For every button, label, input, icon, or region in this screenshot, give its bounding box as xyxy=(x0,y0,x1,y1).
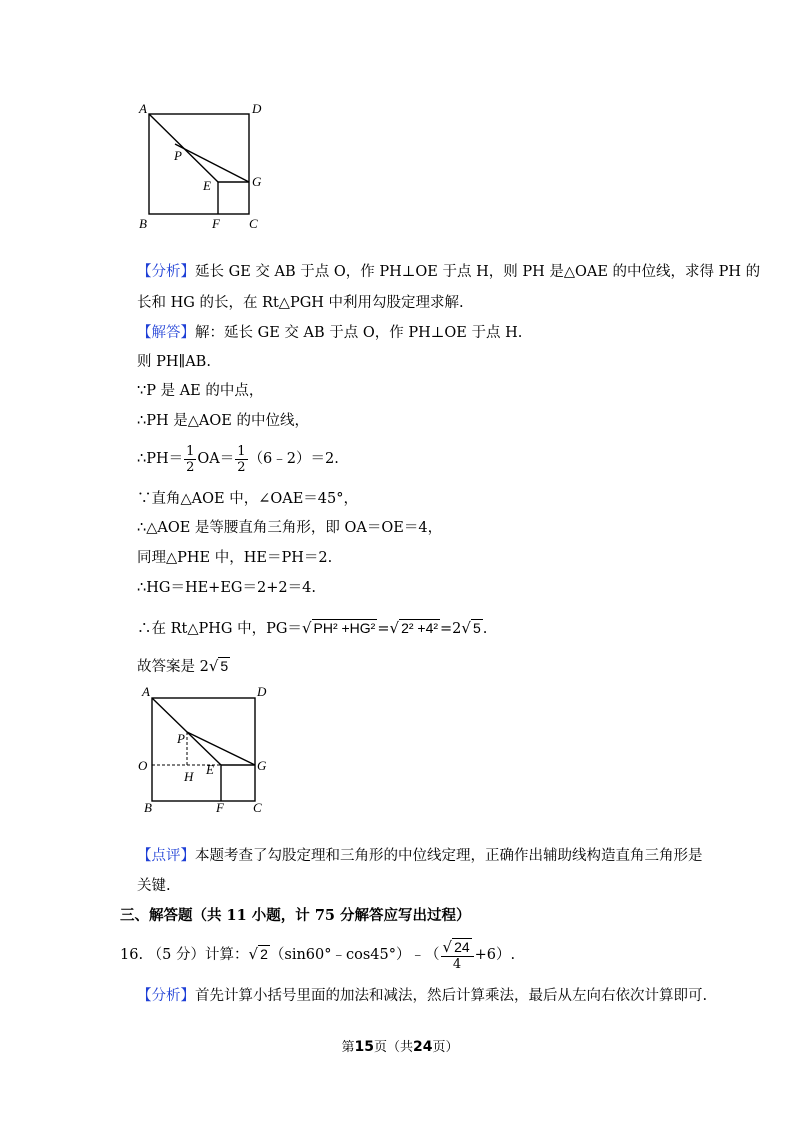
frac-den: 2 xyxy=(237,459,246,475)
segment-pg xyxy=(187,732,255,765)
solution-tag: 【解答】 xyxy=(137,325,195,341)
comment-line-2: 关键. xyxy=(137,878,171,894)
q16-analysis-text: 首先计算小括号里面的加法和减法，然后计算乘法，最后从左向右依次计算即可. xyxy=(195,988,708,1004)
q16-fraction xyxy=(441,938,474,972)
radical-sign-icon: √ xyxy=(248,945,259,963)
solution-step-8: ∴HG＝HE+EG＝2+2＝4. xyxy=(137,580,316,596)
label-b: B xyxy=(139,216,147,231)
step4-pre: ∴PH＝ xyxy=(137,451,184,467)
q16-analysis-line xyxy=(137,986,707,1006)
label-d: D xyxy=(257,684,267,699)
radicand-1: PH² +HG² xyxy=(313,620,376,636)
label-g: G xyxy=(257,758,267,773)
radicand-3: 5 xyxy=(472,620,481,636)
label-c: C xyxy=(253,800,262,815)
total-pages: 24 xyxy=(413,1039,433,1055)
analysis-line-1 xyxy=(137,262,760,282)
label-a: A xyxy=(139,101,147,116)
q16-post: +6）. xyxy=(474,947,516,963)
q16-frac-radicand: 24 xyxy=(454,939,470,955)
step9-eq: = xyxy=(377,621,390,637)
page-number: 15 xyxy=(354,1039,374,1055)
radical-sign-icon: √ xyxy=(208,657,219,675)
page-footer xyxy=(0,1036,800,1055)
step9-pre: ∴在 Rt△PHG 中，PG＝ xyxy=(137,621,302,637)
radical-sign-icon: √ xyxy=(301,619,312,637)
answer-radicand: 5 xyxy=(220,658,229,674)
label-f: F xyxy=(212,216,220,231)
footer-pre: 第 xyxy=(341,1040,355,1055)
comment-text-1: 本题考查了勾股定理和三角形的中位线定理，正确作出辅助线构造直角三角形是 xyxy=(195,848,703,864)
step4-mid: OA＝ xyxy=(197,451,235,467)
solution-answer xyxy=(137,656,230,677)
q16-radicand: 2 xyxy=(260,946,268,962)
q16-frac-num xyxy=(441,938,474,957)
solution-step-6: ∴△AOE 是等腰直角三角形，即 OA＝OE＝4， xyxy=(137,520,443,536)
geometry-figure-1 xyxy=(130,98,275,233)
footer-mid: 页（共 xyxy=(373,1040,413,1055)
solution-step-2: ∵P 是 AE 的中点， xyxy=(137,383,264,399)
analysis-tag: 【分析】 xyxy=(137,264,195,280)
solution-line-intro xyxy=(137,323,522,343)
fraction-half-1 xyxy=(184,444,196,475)
solution-step-4 xyxy=(137,442,339,476)
frac-num: 1 xyxy=(186,443,195,459)
q16-pre: 16. （5 分）计算： xyxy=(120,947,249,963)
geometry-figure-2 xyxy=(130,682,280,816)
label-o: O xyxy=(138,758,148,773)
solution-step-1: 则 PH∥AB. xyxy=(137,354,211,370)
frac-den: 2 xyxy=(186,459,195,475)
q16-frac-den: 4 xyxy=(452,957,462,972)
comment-line-1 xyxy=(137,846,703,866)
answer-pre: 故答案是 2 xyxy=(137,659,209,675)
q16-analysis-tag: 【分析】 xyxy=(137,988,195,1004)
label-c: C xyxy=(249,216,258,231)
label-p: P xyxy=(174,148,182,163)
solution-step-3: ∴PH 是△AOE 的中位线， xyxy=(137,413,309,429)
step9-eq2: =2 xyxy=(440,621,462,637)
label-p: P xyxy=(177,731,185,746)
label-g: G xyxy=(252,174,262,189)
solution-step-9 xyxy=(137,618,487,639)
section-heading: 三、解答题（共 11 小题，计 75 分解答应写出过程） xyxy=(120,907,471,924)
label-d: D xyxy=(252,101,262,116)
solution-step-7: 同理△PHE 中，HE＝PH＝2. xyxy=(137,550,333,566)
radical-sign-icon: √ xyxy=(389,619,400,637)
analysis-text-1: 延长 GE 交 AB 于点 O，作 PH⊥OE 于点 H，则 PH 是△OAE 的中位线，求得 PH 的 xyxy=(195,264,761,280)
q16-mid: （sin60°﹣cos45°）﹣（ xyxy=(269,947,440,963)
label-e: E xyxy=(206,762,214,777)
radicand-2: 2² +4² xyxy=(401,620,439,636)
label-f: F xyxy=(216,800,224,815)
radical-sign-icon: √ xyxy=(442,938,453,956)
step4-post: （6﹣2）＝2. xyxy=(248,451,339,467)
radical-sign-icon: √ xyxy=(461,619,471,637)
question-16 xyxy=(120,938,515,972)
solution-intro: 解：延长 GE 交 AB 于点 O，作 PH⊥OE 于点 H. xyxy=(195,325,523,341)
solution-step-5: ∵直角△AOE 中，∠OAE＝45°， xyxy=(137,491,358,507)
frac-num: 1 xyxy=(237,443,246,459)
label-a: A xyxy=(142,684,150,699)
label-h: H xyxy=(184,769,194,784)
footer-post: 页） xyxy=(432,1040,459,1055)
step9-end: . xyxy=(482,621,488,637)
label-e: E xyxy=(203,178,211,193)
fraction-half-2 xyxy=(235,444,247,475)
label-b: B xyxy=(144,800,152,815)
comment-tag: 【点评】 xyxy=(137,848,195,864)
analysis-line-2: 长和 HG 的长，在 Rt△PGH 中利用勾股定理求解. xyxy=(137,295,464,311)
